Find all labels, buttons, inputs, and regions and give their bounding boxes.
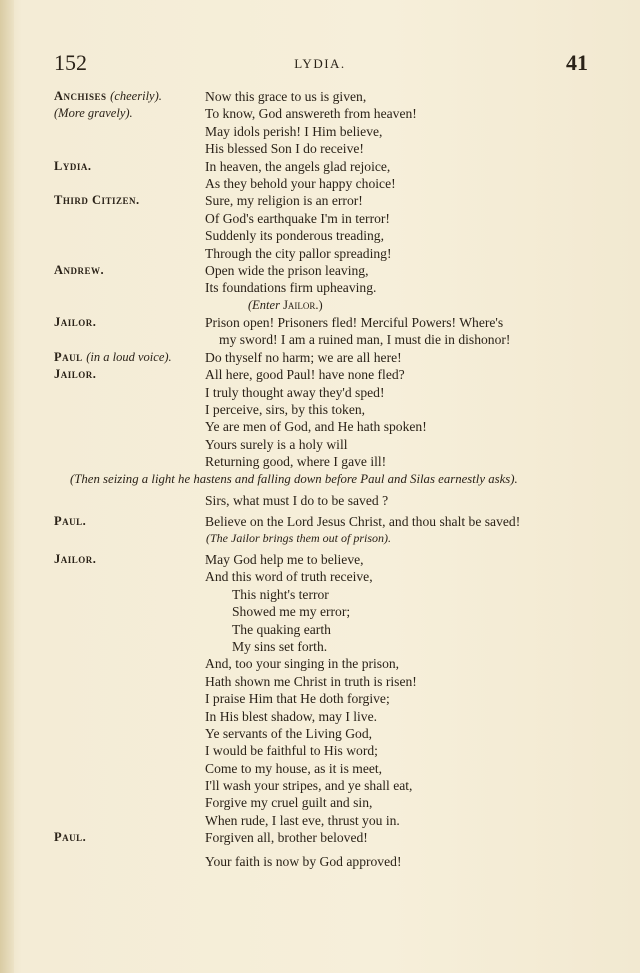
verse-text: Yours surely is a holy will [205,436,348,452]
stage-direction [248,297,323,314]
script-line [0,140,640,157]
verse-text: Sure, my religion is an error! [205,193,363,209]
speaker-label: Andrew. [54,262,105,277]
verse-text: Through the city pallor spreading! [205,245,392,261]
script-line [0,829,640,853]
speaker-label: Paul. [54,830,87,845]
verse-text: I'll wash your stripes, and ye shall eat, [205,778,413,794]
script-line [0,331,640,348]
speaker-name [54,262,104,279]
speaker-name [54,314,96,331]
speaker-direction: (cheerily). [110,89,162,103]
script-line [0,673,640,690]
verse-text: Sirs, what must I do to be saved ? [205,492,389,508]
verse-text: Returning good, where I gave ill! [205,454,387,470]
speaker-label: Anchises [54,89,107,103]
script-line [0,279,640,296]
script-line [0,812,640,829]
verse-text: To know, God answereth from heaven! [205,106,417,122]
verse-text: In His blest shadow, may I live. [205,708,378,724]
verse-text: All here, good Paul! have none fled? [205,367,405,383]
page-number-right: 41 [566,50,588,75]
speaker-name [54,349,172,366]
script-line [0,384,640,401]
script-line [0,349,640,366]
script-line [0,586,640,603]
script-line [0,638,640,655]
verse-text: And, too your singing in the prison, [205,656,400,672]
script-line [0,708,640,725]
verse-text: Believe on the Lord Jesus Christ, and thou shalt be saved! [205,513,521,529]
stage-direction: (Then seizing a light he hastens and falling down before Paul and Silas earnestly asks). [70,471,518,486]
script-text [0,88,640,871]
script-line [0,760,640,777]
speaker-direction: (in a loud voice). [86,349,172,364]
verse-text: Of God's earthquake I'm in terror! [205,210,390,226]
verse-text: This night's terror [232,586,329,602]
script-line [0,690,640,707]
script-line [0,471,640,492]
speaker-label: Jailor. [54,315,97,330]
verse-text: I would be faithful to His word; [205,743,378,759]
verse-text: my sword! I am a ruined man, I must die in dishonor! [219,332,511,348]
verse-text: Come to my house, as it is meet, [205,760,383,776]
script-line [0,777,640,794]
speaker-label: Paul. [54,513,87,528]
script-line [0,603,640,620]
verse-text: My sins set forth. [232,638,328,654]
verse-text: When rude, I last eve, thrust you in. [205,812,400,828]
script-line [0,175,640,192]
verse-text: I perceive, sirs, by this token, [205,402,366,418]
script-line [0,492,640,513]
speaker-name [54,829,86,846]
verse-text: Do thyself no harm; we are all here! [205,349,402,365]
speaker-label: Third Citizen. [54,193,140,208]
script-line [0,123,640,140]
verse-text: Your faith is now by God approved! [205,854,402,870]
speaker-label: Jailor. [54,551,97,566]
verse-text: In heaven, the angels glad rejoice, [205,158,391,174]
script-line [0,418,640,435]
speaker-name [54,192,140,209]
stage-direction: (The Jailor brings them out of prison). [206,530,391,545]
speaker-name [54,513,86,530]
verse-text: I truly thought away they'd sped! [205,384,385,400]
script-line [0,853,640,870]
speaker-name [54,551,96,568]
script-line [0,158,640,175]
script-line [0,530,640,551]
speaker-label: Paul [54,349,83,364]
script-line [0,453,640,470]
speaker-name [54,158,91,175]
page-number-left: 152 [54,50,87,75]
script-line [0,742,640,759]
script-line [0,794,640,811]
speaker-name [54,366,96,383]
script-line [0,245,640,262]
script-line [0,366,640,383]
script-line [0,314,640,331]
stage-direction-text: (Enter [248,297,280,312]
verse-text: Showed me my error; [232,604,351,620]
speaker-label: Lydia. [54,158,92,173]
script-line [0,725,640,742]
script-line [0,655,640,672]
script-line [0,88,640,105]
verse-text: Open wide the prison leaving, [205,262,369,278]
script-line [0,192,640,209]
verse-text: Prison open! Prisoners fled! Merciful Powers! Where's [205,315,504,331]
verse-text: Its foundations firm upheaving. [205,280,377,296]
verse-text: Ye servants of the Living God, [205,725,373,741]
speaker-direction: (More gravely). [54,106,133,121]
script-line [0,297,640,314]
speaker-name [54,88,162,105]
verse-text: Now this grace to us is given, [205,89,367,104]
verse-text: Forgive my cruel guilt and sin, [205,795,373,811]
verse-text: His blessed Son I do receive! [205,141,364,157]
verse-text: Forgiven all, brother beloved! [205,830,368,846]
script-line [0,568,640,585]
verse-text: And this word of truth receive, [205,569,373,585]
script-line [0,621,640,638]
speaker-label: Jailor. [54,367,97,382]
verse-text: May idols perish! I Him believe, [205,123,383,139]
script-line [0,513,640,530]
script-line [0,105,640,122]
script-line [0,262,640,279]
script-line [0,436,640,453]
script-line [0,551,640,568]
script-line [0,227,640,244]
running-title: LYDIA. [294,56,346,71]
script-line [0,401,640,418]
verse-text: As they behold your happy choice! [205,175,396,191]
verse-text: I praise Him that He doth forgive; [205,691,390,707]
verse-text: Hath shown me Christ in truth is risen! [205,673,417,689]
verse-text: The quaking earth [232,621,331,637]
verse-text: May God help me to believe, [205,551,364,567]
verse-text: Suddenly its ponderous treading, [205,228,384,244]
verse-text: Ye are men of God, and He hath spoken! [205,419,427,435]
script-line [0,210,640,227]
stage-direction-name: Jailor.) [283,297,323,312]
